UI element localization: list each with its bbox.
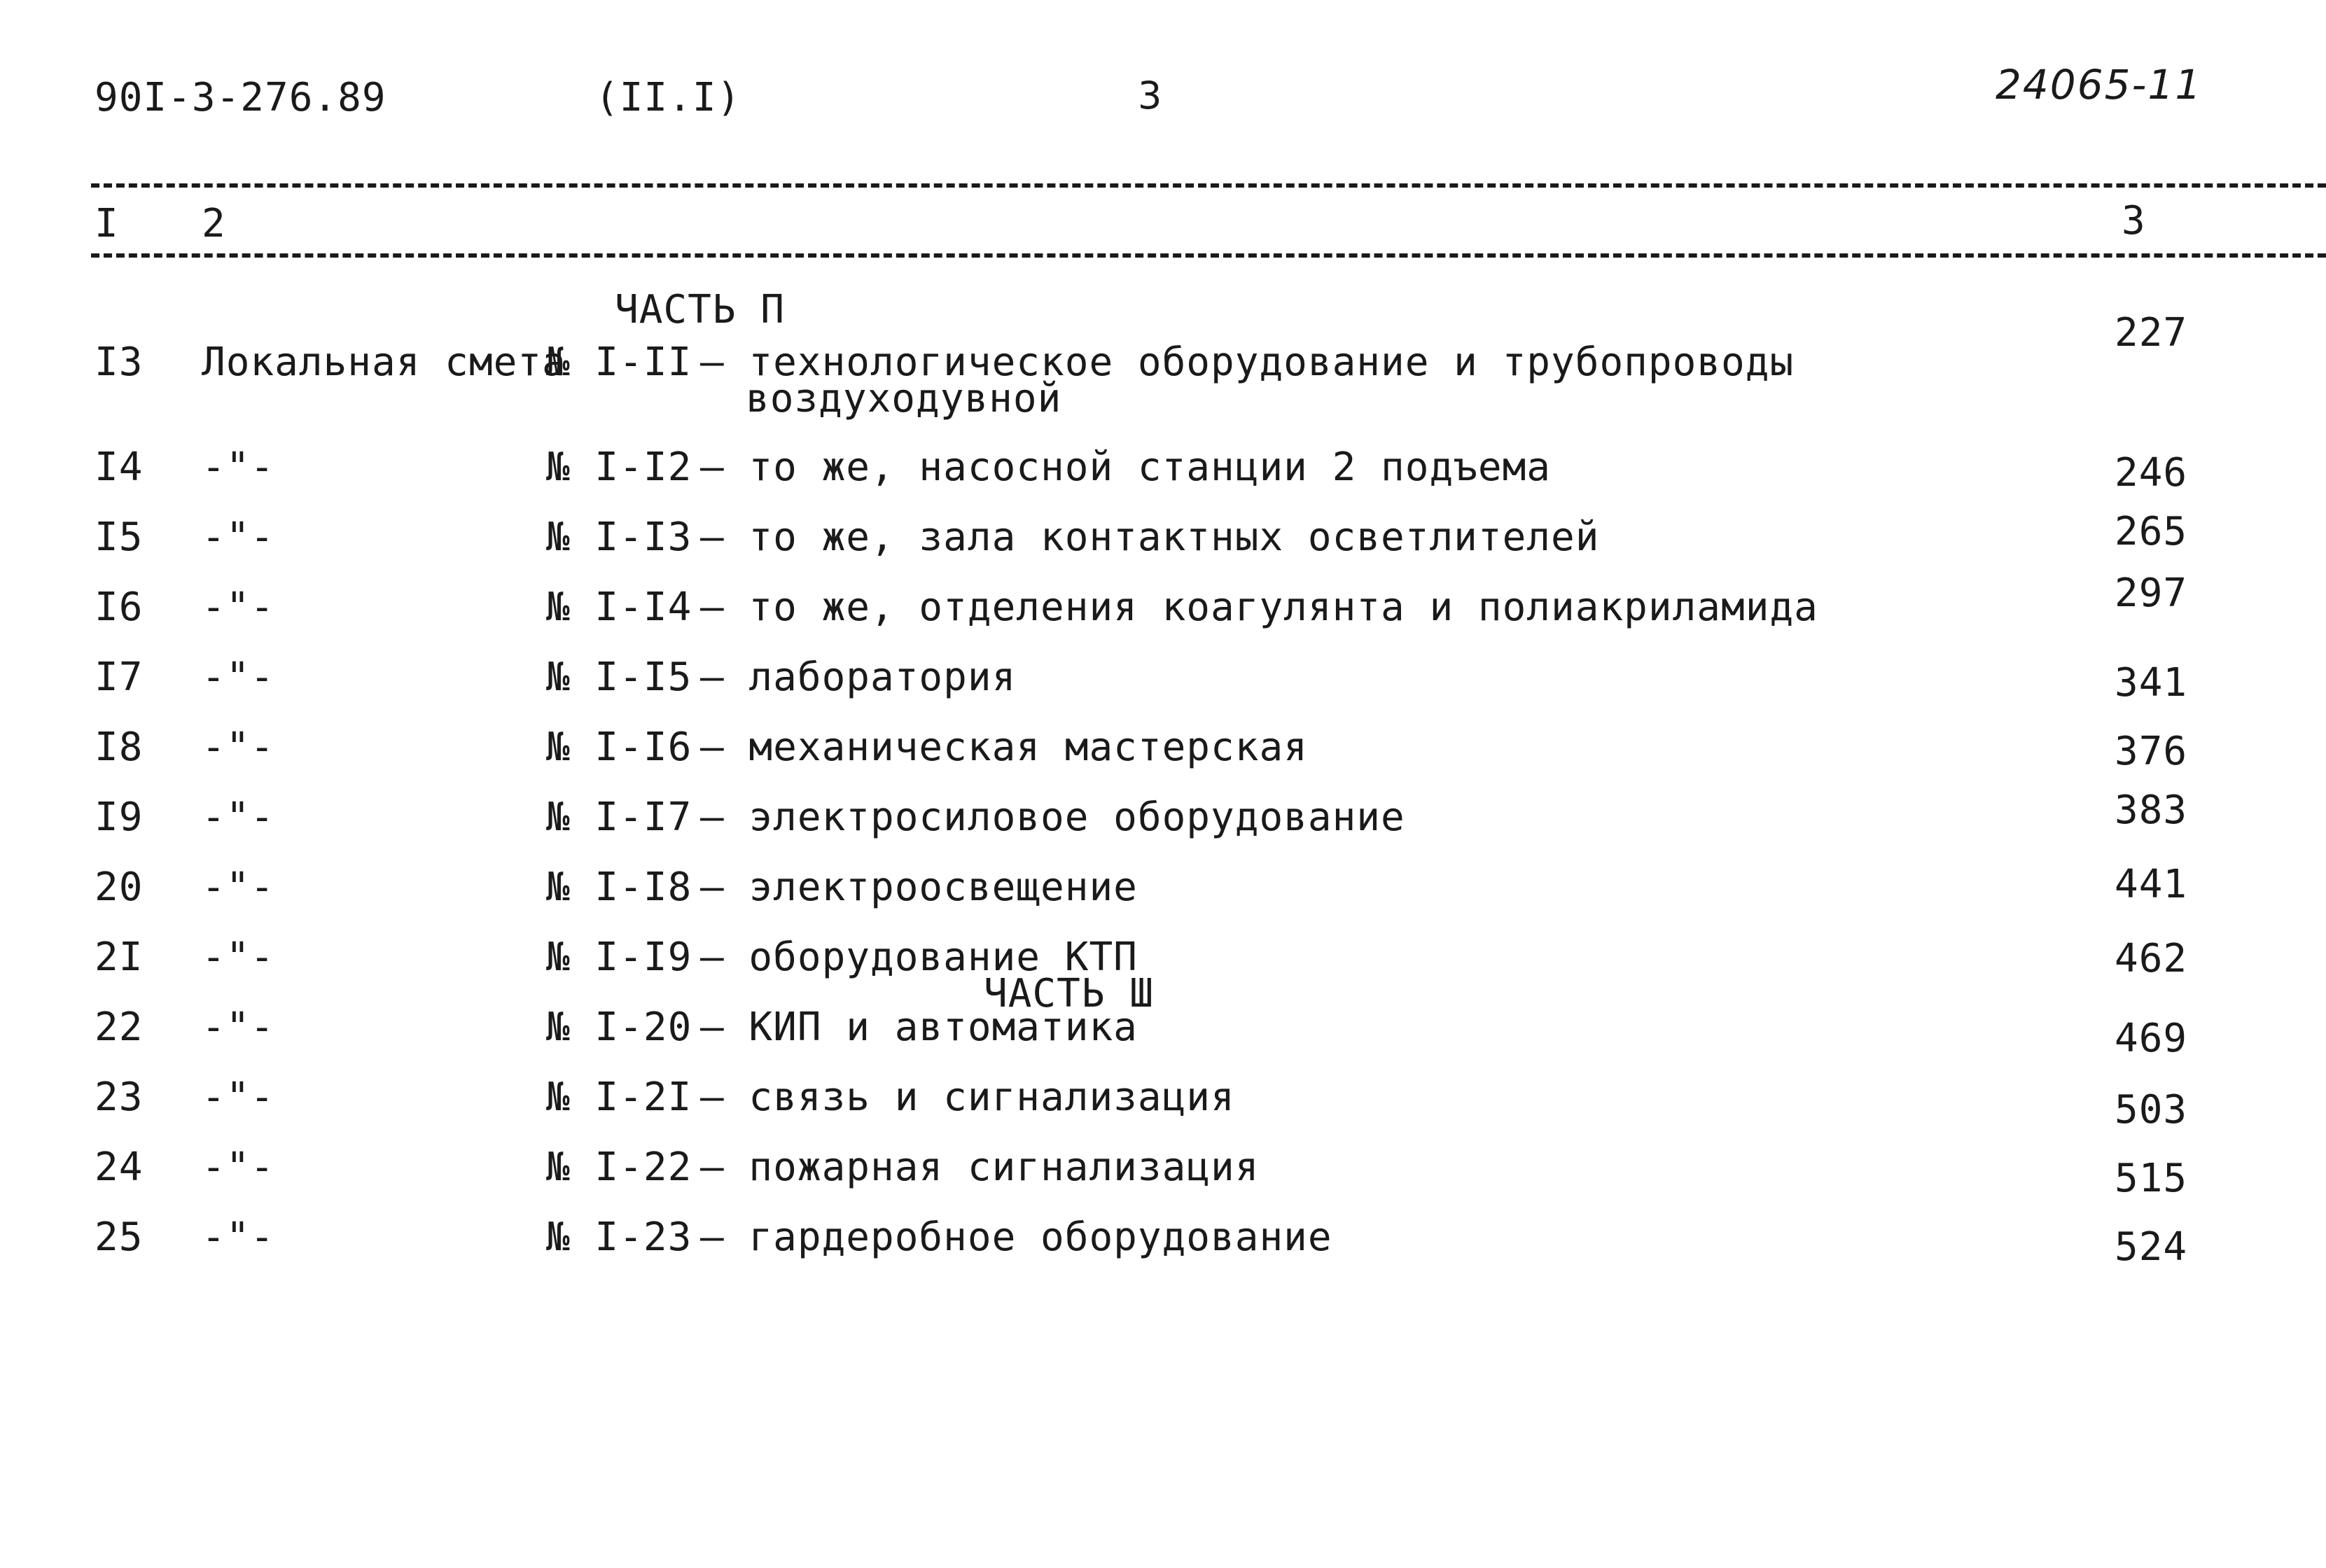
table-row [0, 862, 2326, 917]
row-number: 25 [95, 1214, 144, 1260]
top-dashed-rule [91, 183, 2326, 188]
row-description: – связь и сигнализация [700, 1074, 1235, 1120]
table-row [0, 444, 2326, 497]
row-name: -"- [202, 934, 275, 980]
sheet-number: 3 [1138, 74, 1162, 118]
row-code: № I-I7 [546, 794, 692, 840]
row-code: № I-II [546, 340, 692, 385]
row-page: 341 [2115, 660, 2188, 706]
column-header-3: 3 [2122, 198, 2146, 244]
row-description: – КИП и автоматика [700, 1004, 1138, 1050]
row-name: -"- [202, 654, 275, 700]
row-number: I9 [95, 794, 144, 840]
table-row [0, 1004, 2326, 1061]
row-number: 22 [95, 1004, 144, 1050]
row-code: № I-I4 [546, 584, 692, 630]
row-number: 2I [95, 934, 144, 980]
table-row [0, 509, 2326, 567]
section-code: (II.I) [595, 75, 741, 120]
row-page: 515 [2115, 1156, 2188, 1201]
row-page: 524 [2115, 1224, 2188, 1270]
row-number: 20 [95, 864, 144, 910]
row-page: 376 [2115, 729, 2188, 774]
row-code: № I-I3 [546, 514, 692, 560]
row-description: – электроосвещение [700, 864, 1138, 910]
row-code: № I-2I [546, 1074, 692, 1120]
row-name: -"- [202, 1074, 275, 1120]
row-page: 265 [2115, 509, 2188, 554]
row-code: № I-I2 [546, 444, 692, 490]
table-row [0, 654, 2326, 707]
row-code: № I-I8 [546, 864, 692, 910]
row-number: 24 [95, 1144, 144, 1190]
part-3-title: ЧАСТЬ Ш [984, 971, 1155, 1016]
row-page: 503 [2115, 1087, 2188, 1133]
row-page: 441 [2115, 862, 2188, 907]
table-row [0, 310, 2326, 421]
row-name: -"- [202, 514, 275, 560]
row-description-continued: воздуходувной [746, 376, 1062, 421]
row-code: № I-I9 [546, 934, 692, 980]
table-row [0, 934, 2326, 987]
table-row [0, 1144, 2326, 1201]
row-code: № I-20 [546, 1004, 692, 1050]
row-name: -"- [202, 444, 275, 490]
row-description: – пожарная сигнализация [700, 1144, 1260, 1190]
row-page: 462 [2115, 936, 2188, 981]
row-page: 383 [2115, 788, 2188, 833]
table-row [0, 724, 2326, 777]
column-header-1: I [95, 201, 119, 246]
row-code: № I-22 [546, 1144, 692, 1190]
row-description: – оборудование КТП [700, 934, 1138, 980]
row-description: – лаборатория [700, 654, 1017, 700]
row-description: – электросиловое оборудование [700, 794, 1405, 840]
row-number: I7 [95, 654, 144, 700]
row-name: -"- [202, 864, 275, 910]
row-code: № I-23 [546, 1214, 692, 1260]
row-name: -"- [202, 794, 275, 840]
row-number: I4 [95, 444, 144, 490]
table-row [0, 788, 2326, 847]
table-row [0, 1074, 2326, 1133]
row-page: 227 [2115, 310, 2188, 356]
row-name: -"- [202, 724, 275, 770]
row-number: I3 [95, 340, 144, 385]
row-description: – то же, насосной станции 2 подъема [700, 444, 1552, 490]
part-2-title: ЧАСТЬ П [615, 287, 786, 332]
row-number: I8 [95, 724, 144, 770]
row-code: № I-I5 [546, 654, 692, 700]
row-description: – то же, отделения коагулянта и полиакриламида [700, 584, 1818, 630]
row-number: I6 [95, 584, 144, 630]
row-description: – технологическое оборудование и трубопроводы [700, 340, 1795, 385]
row-name: -"- [202, 1004, 275, 1050]
row-name: -"- [202, 1214, 275, 1260]
row-description: – гардеробное оборудование [700, 1214, 1332, 1260]
table-row [0, 1214, 2326, 1270]
table-row [0, 570, 2326, 637]
row-description: – то же, зала контактных осветлителей [700, 514, 1600, 560]
row-code: № I-I6 [546, 724, 692, 770]
row-description: – механическая мастерская [700, 724, 1308, 770]
row-name: -"- [202, 584, 275, 630]
row-page: 246 [2115, 450, 2188, 496]
row-name: -"- [202, 1144, 275, 1190]
row-name: Локальная смета [202, 340, 566, 385]
column-header-2: 2 [202, 201, 226, 246]
handwritten-inventory-number: 24065-11 [1996, 61, 2203, 108]
doc-code: 90I-3-276.89 [95, 75, 386, 120]
row-number: I5 [95, 514, 144, 560]
row-page: 297 [2115, 570, 2188, 616]
row-number: 23 [95, 1074, 144, 1120]
row-page: 469 [2115, 1016, 2188, 1061]
header-dashed-rule [91, 253, 2326, 258]
